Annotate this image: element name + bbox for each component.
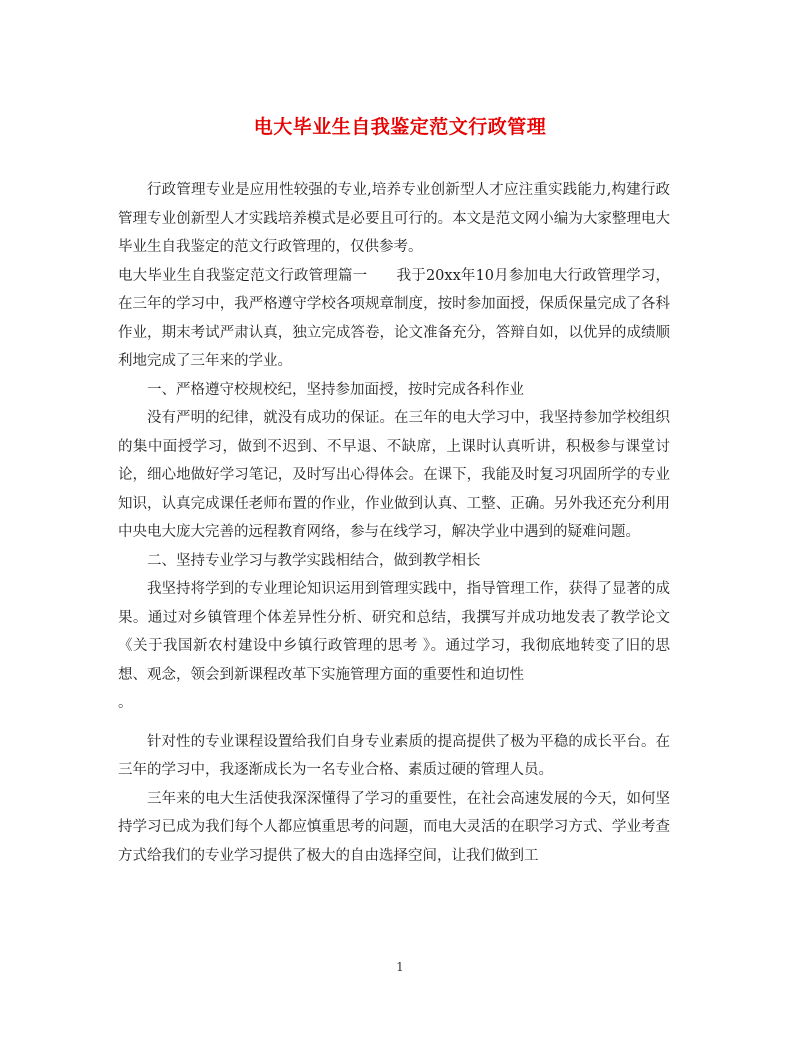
section-heading-2: 二、坚持专业学习与教学实践相结合，做到教学相长 xyxy=(147,552,481,569)
paragraph-practice: 我坚持将学到的专业理论知识运用到管理实践中，指导管理工作，获得了显著的成果。通过对乡镇管理个体差异性分析、研究和总结，我撰写并成功地发表了教学论文《关于我国新农村建设中乡镇行政管理的思考 》。通过学习，我彻底地转变了旧的思想、观念，领会到新课程改革下实施管理方面的重要性和迫切性 xyxy=(118,581,670,683)
section-heading-1: 一、严格遵守校规校纪，坚持参加面授，按时完成各科作业 xyxy=(147,381,524,398)
document-title: 电大毕业生自我鉴定范文行政管理 xyxy=(253,116,547,138)
document-body xyxy=(118,176,670,870)
paragraph-curriculum: 针对性的专业课程设置给我们自身专业素质的提高提供了极为平稳的成长平台。在三年的学习中，我逐渐成长为一名专业合格、素质过硬的管理人员。 xyxy=(118,733,670,778)
paragraph-intro: 行政管理专业是应用性较强的专业,培养专业创新型人才应注重实践能力,构建行政管理专业创新型人才实践培养模式是必要且可行的。本文是范文网小编为大家整理电大毕业生自我鉴定的范文行政管理的，仅供参考。 xyxy=(118,182,670,255)
page-number: 1 xyxy=(396,960,404,974)
paragraph-three-years: 三年来的电大生活使我深深懂得了学习的重要性，在社会高速发展的今天，如何坚持学习已成为我们每个人都应慎重思考的问题，而电大灵活的在职学习方式、学业考查方式给我们的专业学习提供了极大的自由选择空间，让我们做到工 xyxy=(118,790,670,864)
paragraph-part-one: 电大毕业生自我鉴定范文行政管理篇一 我于20xx年10月参加电大行政管理学习，在三年的学习中，我严格遵守学校各项规章制度，按时参加面授，保质保量完成了各科作业，期末考试严肃认真，独立完成答卷，论文准备充分，答辩自如，以优异的成绩顺利地完成了三年来的学业。 xyxy=(118,267,670,369)
paragraph-period: 。 xyxy=(118,695,133,711)
paragraph-discipline: 没有严明的纪律，就没有成功的保证。在三年的电大学习中，我坚持参加学校组织的集中面授学习，做到不迟到、不早退、不缺席，上课时认真听讲，积极参与课堂讨论，细心地做好学习笔记，及时写出心得体会。在课下，我能及时复习巩固所学的专业知识，认真完成课任老师布置的作业，作业做到认真、工整、正确。另外我还充分利用中央电大庞大完善的远程教育网络，参与在线学习，解决学业中遇到的疑难问题。 xyxy=(118,410,670,540)
